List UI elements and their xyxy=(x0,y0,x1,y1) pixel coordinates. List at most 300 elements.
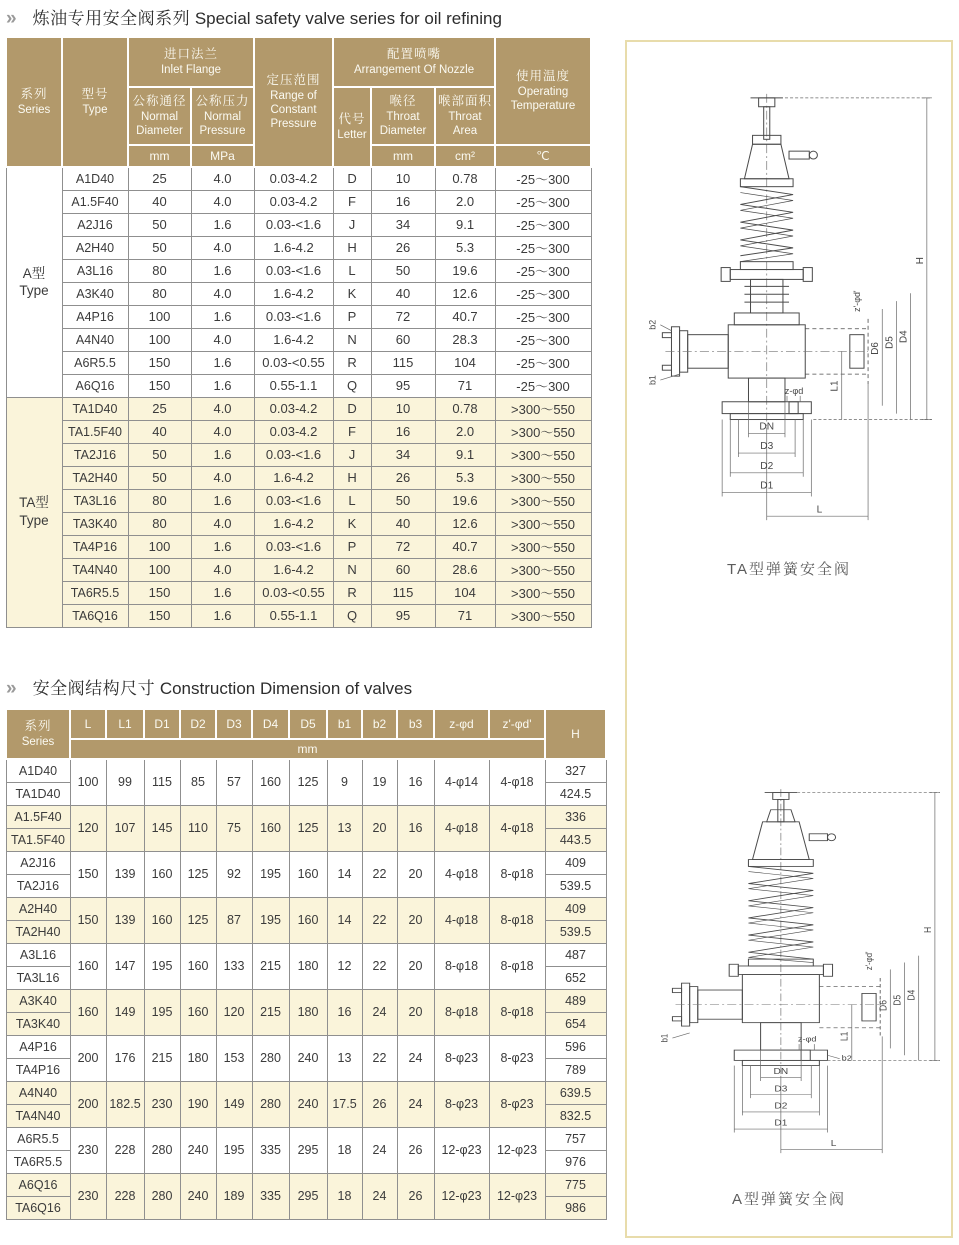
header-temp-en2: Temperature xyxy=(510,99,576,112)
drawing-panel xyxy=(625,40,953,1238)
dim-cell: 110 xyxy=(180,805,216,851)
spec-cell: 40 xyxy=(128,420,191,443)
dim-cell: 26 xyxy=(397,1127,434,1173)
header-nd-en2: Diameter xyxy=(136,124,183,137)
unit-mm-throat: mm xyxy=(371,145,435,167)
unit-mpa: MPa xyxy=(191,145,254,167)
dim-cell: 16 xyxy=(397,805,434,851)
spec-cell: F xyxy=(333,190,371,213)
dim-cell: 139 xyxy=(106,851,144,897)
spec-cell: 9.1 xyxy=(435,213,495,236)
spec-cell: 0.03-<1.6 xyxy=(254,213,333,236)
dim-cell: 22 xyxy=(362,1035,397,1081)
model-cell: A6Q16 xyxy=(62,374,128,397)
dim-cell: 195 xyxy=(216,1127,252,1173)
dim-label-b1: b1 xyxy=(658,1033,670,1043)
dim-cell: 87 xyxy=(216,897,252,943)
valve-outline-group xyxy=(662,94,868,427)
spec-cell: Q xyxy=(333,374,371,397)
spec-cell: 10 xyxy=(371,397,435,420)
dim-cell: 280 xyxy=(252,1035,289,1081)
spec-cell: J xyxy=(333,213,371,236)
spec-cell: 1.6 xyxy=(191,213,254,236)
spec-cell: K xyxy=(333,282,371,305)
h-cell: 487 xyxy=(545,943,606,966)
spec-cell: 4.0 xyxy=(191,190,254,213)
dim-cell: 195 xyxy=(252,851,289,897)
dim-cell: 85 xyxy=(180,759,216,805)
spec-cell: -25～300 xyxy=(495,305,591,328)
model-cell: TA2H40 xyxy=(62,466,128,489)
dim-cell: 125 xyxy=(289,805,327,851)
spec-cell: >300～550 xyxy=(495,604,591,627)
spec-cell: F xyxy=(333,420,371,443)
spec-cell: 115 xyxy=(371,581,435,604)
dim-cell: 200 xyxy=(70,1035,106,1081)
spec-cell: 2.0 xyxy=(435,420,495,443)
dim-cell: 8-φ18 xyxy=(489,851,545,897)
series-group-label xyxy=(6,397,62,627)
dim-cell: 240 xyxy=(289,1081,327,1127)
dim-label-h: H xyxy=(914,257,926,265)
spec-cell: 4.0 xyxy=(191,282,254,305)
spec-cell: 1.6 xyxy=(191,443,254,466)
dim-cell: 8-φ18 xyxy=(489,943,545,989)
dim-cell: 8-φ23 xyxy=(434,1035,489,1081)
dim-cell: 99 xyxy=(106,759,144,805)
dim-cell: 16 xyxy=(397,759,434,805)
dim-label-z-phi-d: z-φd xyxy=(784,385,804,396)
spec-cell: 50 xyxy=(128,466,191,489)
dim-cell: 176 xyxy=(106,1035,144,1081)
header-series2-en: Series xyxy=(21,735,55,748)
spec-cell: D xyxy=(333,167,371,190)
spec-cell: 0.03-<1.6 xyxy=(254,489,333,512)
dim-cell: 24 xyxy=(362,1127,397,1173)
dim-label-d4: D4 xyxy=(904,989,917,1001)
dim-label-d1: D1 xyxy=(774,1117,788,1128)
dim-cell: 160 xyxy=(70,989,106,1035)
h-cell: 639.5 xyxy=(545,1081,606,1104)
header-series2-zh: 系列 xyxy=(24,719,52,734)
col-header-z-phi-d-prime: z'-φd' xyxy=(489,709,545,739)
dim-cell: 160 xyxy=(144,897,180,943)
dim-label-d2: D2 xyxy=(774,1100,788,1111)
dim-cell: 107 xyxy=(106,805,144,851)
col-header-throat-area xyxy=(435,87,495,145)
h-cell: 424.5 xyxy=(545,782,606,805)
spec-cell: >300～550 xyxy=(495,420,591,443)
header-letter-en: Letter xyxy=(337,128,367,141)
dim-cell: 149 xyxy=(216,1081,252,1127)
col-header-D2: D2 xyxy=(180,709,216,739)
col-header-series2 xyxy=(6,709,70,759)
h-cell: 539.5 xyxy=(545,920,606,943)
dim-cell: 215 xyxy=(252,943,289,989)
dim-cell: 195 xyxy=(252,897,289,943)
col-header-normal-pressure xyxy=(191,87,254,145)
dim-cell: 139 xyxy=(106,897,144,943)
dim-cell: 280 xyxy=(144,1127,180,1173)
h-cell: 789 xyxy=(545,1058,606,1081)
spec-cell: 4.0 xyxy=(191,397,254,420)
dim-cell: 57 xyxy=(216,759,252,805)
dim-cell: 8-φ23 xyxy=(489,1081,545,1127)
model-cell: A4P16 xyxy=(62,305,128,328)
spec-cell: -25～300 xyxy=(495,236,591,259)
model-cell: A2J16 xyxy=(6,851,70,874)
spec-cell: 4.0 xyxy=(191,236,254,259)
spec-cell: 1.6 xyxy=(191,374,254,397)
dim-cell: 4-φ18 xyxy=(434,851,489,897)
dim-cell: 20 xyxy=(362,805,397,851)
col-header-letter xyxy=(333,87,371,167)
dim-cell: 12-φ23 xyxy=(489,1127,545,1173)
spec-cell: 5.3 xyxy=(435,236,495,259)
model-cell: A2J16 xyxy=(62,213,128,236)
spec-cell: 16 xyxy=(371,190,435,213)
h-cell: 409 xyxy=(545,897,606,920)
spec-cell: -25～300 xyxy=(495,374,591,397)
col-header-H: H xyxy=(545,709,606,759)
spec-cell: 4.0 xyxy=(191,558,254,581)
dim-cell: 335 xyxy=(252,1173,289,1219)
dim-label-d3: D3 xyxy=(760,441,774,453)
dimension-lines-group xyxy=(660,98,932,520)
model-cell: TA1D40 xyxy=(6,782,70,805)
spec-cell: 0.03-4.2 xyxy=(254,190,333,213)
dim-label-d2: D2 xyxy=(760,460,774,472)
model-cell: A1.5F40 xyxy=(6,805,70,828)
dim-cell: 24 xyxy=(362,989,397,1035)
spec-cell: 1.6 xyxy=(191,259,254,282)
header-inlet-zh: 进口法兰 xyxy=(164,47,219,62)
dimension-labels-group xyxy=(659,927,933,1148)
header-ta-en1: Throat xyxy=(448,110,482,123)
model-cell: TA6Q16 xyxy=(6,1196,70,1219)
model-cell: TA3L16 xyxy=(62,489,128,512)
col-header-b3: b3 xyxy=(397,709,434,739)
dim-label-l1: L1 xyxy=(829,380,841,392)
spec-cell: 71 xyxy=(435,604,495,627)
refining-table-body xyxy=(6,167,591,627)
header-ta-en2: Area xyxy=(452,124,478,137)
spec-cell: >300～550 xyxy=(495,466,591,489)
spec-cell: 0.03-<1.6 xyxy=(254,535,333,558)
header-temp-en1: Operating xyxy=(517,85,569,98)
dim-cell: 8-φ23 xyxy=(489,1035,545,1081)
dim-cell: 120 xyxy=(70,805,106,851)
spec-cell: 150 xyxy=(128,604,191,627)
dim-label-b1: b1 xyxy=(647,375,658,385)
section-title-en: Special safety valve series for oil refining xyxy=(194,9,502,28)
col-header-throat-diameter xyxy=(371,87,435,145)
spec-cell: >300～550 xyxy=(495,581,591,604)
unit-mm-row: mm xyxy=(70,739,545,759)
model-cell: TA2J16 xyxy=(6,874,70,897)
col-header-D5: D5 xyxy=(289,709,327,739)
dim-cell: 230 xyxy=(70,1173,106,1219)
spec-cell: 2.0 xyxy=(435,190,495,213)
spec-cell: 80 xyxy=(128,489,191,512)
dim-cell: 160 xyxy=(289,897,327,943)
spec-cell: 40 xyxy=(128,190,191,213)
col-header-temperature xyxy=(495,37,591,145)
dim-cell: 195 xyxy=(144,943,180,989)
dim-cell: 280 xyxy=(252,1081,289,1127)
col-header-D3: D3 xyxy=(216,709,252,739)
spec-cell: >300～550 xyxy=(495,443,591,466)
dim-cell: 189 xyxy=(216,1173,252,1219)
dim-cell: 92 xyxy=(216,851,252,897)
spec-cell: 80 xyxy=(128,259,191,282)
dim-label-dn: DN xyxy=(759,421,775,433)
drawing-caption-a: A型弹簧安全阀 xyxy=(731,1191,846,1208)
dim-cell: 228 xyxy=(106,1127,144,1173)
dim-cell: 8-φ23 xyxy=(434,1081,489,1127)
model-cell: A3L16 xyxy=(62,259,128,282)
spec-cell: 80 xyxy=(128,282,191,305)
spec-cell: >300～550 xyxy=(495,512,591,535)
spec-cell: 50 xyxy=(128,213,191,236)
model-cell: TA4P16 xyxy=(6,1058,70,1081)
series-group-label xyxy=(6,167,62,397)
model-cell: TA6R5.5 xyxy=(62,581,128,604)
dim-cell: 133 xyxy=(216,943,252,989)
header-range-zh: 定压范围 xyxy=(266,73,321,88)
col-header-z-phi-d: z-φd xyxy=(434,709,489,739)
dim-cell: 240 xyxy=(289,1035,327,1081)
spec-cell: 1.6 xyxy=(191,489,254,512)
model-cell: A6Q16 xyxy=(6,1173,70,1196)
dim-cell: 22 xyxy=(362,897,397,943)
dim-cell: 24 xyxy=(362,1173,397,1219)
refining-spec-table xyxy=(5,36,592,628)
spec-cell: 0.55-1.1 xyxy=(254,604,333,627)
dim-cell: 150 xyxy=(70,851,106,897)
header-nd-en1: Normal xyxy=(140,110,179,123)
spec-cell: >300～550 xyxy=(495,397,591,420)
model-cell: TA1.5F40 xyxy=(62,420,128,443)
h-cell: 986 xyxy=(545,1196,606,1219)
spec-cell: 4.0 xyxy=(191,328,254,351)
dim-label-l: L xyxy=(816,504,823,516)
spec-cell: 1.6-4.2 xyxy=(254,236,333,259)
dim-label-d6: D6 xyxy=(870,342,882,355)
dim-cell: 190 xyxy=(180,1081,216,1127)
header-range-en2: Constant xyxy=(270,103,317,116)
dim-label-b2: b2 xyxy=(647,319,658,330)
series-zh: TA型 xyxy=(19,495,49,511)
dim-cell: 9 xyxy=(327,759,362,805)
spec-cell: 40 xyxy=(371,282,435,305)
model-cell: A4N40 xyxy=(62,328,128,351)
dim-cell: 230 xyxy=(70,1127,106,1173)
spec-cell: -25～300 xyxy=(495,282,591,305)
model-cell: A1D40 xyxy=(6,759,70,782)
spec-cell: 0.03-<0.55 xyxy=(254,581,333,604)
dim-cell: 125 xyxy=(180,851,216,897)
spec-cell: 1.6 xyxy=(191,581,254,604)
dim-label-l1: L1 xyxy=(838,1031,850,1042)
spec-cell: L xyxy=(333,259,371,282)
col-header-series xyxy=(6,37,62,167)
dim-cell: 230 xyxy=(144,1081,180,1127)
spec-cell: L xyxy=(333,489,371,512)
spec-cell: P xyxy=(333,535,371,558)
series-en: Type xyxy=(19,513,49,528)
model-cell: TA6R5.5 xyxy=(6,1150,70,1173)
dim-cell: 120 xyxy=(216,989,252,1035)
spec-cell: 40.7 xyxy=(435,305,495,328)
spec-cell: 0.03-4.2 xyxy=(254,420,333,443)
header-type-en: Type xyxy=(82,103,108,116)
dim-label-dn: DN xyxy=(773,1065,789,1076)
header-td-en1: Throat xyxy=(386,110,420,123)
spec-cell: 25 xyxy=(128,167,191,190)
dim-cell: 295 xyxy=(289,1173,327,1219)
spec-cell: 0.03-<0.55 xyxy=(254,351,333,374)
dim-label-d3: D3 xyxy=(774,1083,788,1094)
spec-cell: 50 xyxy=(128,443,191,466)
dim-cell: 160 xyxy=(252,759,289,805)
spec-cell: J xyxy=(333,443,371,466)
model-cell: TA3K40 xyxy=(62,512,128,535)
h-cell: 775 xyxy=(545,1173,606,1196)
spec-cell: 60 xyxy=(371,328,435,351)
header-nozzle-en: Arrangement Of Nozzle xyxy=(353,63,475,76)
dim-cell: 8-φ18 xyxy=(489,989,545,1035)
spec-cell: H xyxy=(333,466,371,489)
model-cell: A4P16 xyxy=(6,1035,70,1058)
h-cell: 409 xyxy=(545,851,606,874)
spec-cell: R xyxy=(333,581,371,604)
dim-cell: 228 xyxy=(106,1173,144,1219)
h-cell: 832.5 xyxy=(545,1104,606,1127)
header-np-zh: 公称压力 xyxy=(195,94,250,109)
dim-cell: 180 xyxy=(289,943,327,989)
dim-cell: 4-φ14 xyxy=(434,759,489,805)
spec-cell: 0.03-4.2 xyxy=(254,167,333,190)
dimension-table xyxy=(5,708,607,1220)
model-cell: TA4N40 xyxy=(62,558,128,581)
col-header-D4: D4 xyxy=(252,709,289,739)
dim-cell: 12-φ23 xyxy=(489,1173,545,1219)
model-cell: TA2H40 xyxy=(6,920,70,943)
spec-cell: -25～300 xyxy=(495,259,591,282)
spec-cell: 50 xyxy=(128,236,191,259)
dim-cell: 8-φ18 xyxy=(434,943,489,989)
model-cell: TA4P16 xyxy=(62,535,128,558)
spec-cell: 1.6 xyxy=(191,535,254,558)
spec-cell: 80 xyxy=(128,512,191,535)
spec-cell: 4.0 xyxy=(191,167,254,190)
spec-cell: 12.6 xyxy=(435,512,495,535)
section-title-en: Construction Dimension of valves xyxy=(159,679,413,698)
spec-cell: 26 xyxy=(371,466,435,489)
spec-cell: -25～300 xyxy=(495,167,591,190)
spec-cell: 1.6-4.2 xyxy=(254,512,333,535)
header-temp-zh: 使用温度 xyxy=(516,69,571,84)
a-valve-drawing xyxy=(639,784,943,1166)
spec-cell: 100 xyxy=(128,305,191,328)
spec-cell: 9.1 xyxy=(435,443,495,466)
drawing-caption-ta: TA型弹簧安全阀 xyxy=(726,561,852,578)
dim-cell: 145 xyxy=(144,805,180,851)
dim-cell: 22 xyxy=(362,851,397,897)
spec-cell: 34 xyxy=(371,443,435,466)
dim-label-z-phi-d-prime: z'-φd' xyxy=(863,951,875,971)
header-nozzle-zh: 配置喷嘴 xyxy=(387,47,442,62)
series-zh: A型 xyxy=(22,265,46,281)
dim-cell: 14 xyxy=(327,851,362,897)
dim-cell: 240 xyxy=(180,1173,216,1219)
ta-valve-drawing xyxy=(635,88,939,532)
dim-cell: 17.5 xyxy=(327,1081,362,1127)
dim-cell: 195 xyxy=(144,989,180,1035)
spec-cell: 5.3 xyxy=(435,466,495,489)
spec-cell: N xyxy=(333,558,371,581)
spec-cell: 26 xyxy=(371,236,435,259)
h-cell: 654 xyxy=(545,1012,606,1035)
spec-cell: 1.6-4.2 xyxy=(254,328,333,351)
dim-label-d4: D4 xyxy=(898,330,910,343)
header-td-zh: 喉径 xyxy=(389,94,417,109)
section-title-series xyxy=(6,4,502,30)
dim-cell: 4-φ18 xyxy=(489,805,545,851)
spec-cell: 0.78 xyxy=(435,167,495,190)
spec-cell: Q xyxy=(333,604,371,627)
dim-cell: 26 xyxy=(397,1173,434,1219)
spec-cell: 100 xyxy=(128,535,191,558)
col-header-pressure-range xyxy=(254,37,333,167)
header-range-en1: Range of xyxy=(270,89,317,102)
section-title-zh: 安全阀结构尺寸 xyxy=(32,679,156,698)
dim-cell: 160 xyxy=(289,851,327,897)
spec-cell: 0.78 xyxy=(435,397,495,420)
col-header-inlet-flange xyxy=(128,37,254,87)
header-np-en1: Normal xyxy=(203,110,242,123)
dim-cell: 280 xyxy=(144,1173,180,1219)
dim-cell: 20 xyxy=(397,851,434,897)
model-cell: A6R5.5 xyxy=(6,1127,70,1150)
dim-label-z-phi-d-prime: z'-φd' xyxy=(851,290,862,312)
header-np-en2: Pressure xyxy=(199,124,246,137)
spec-cell: 150 xyxy=(128,374,191,397)
model-cell: A2H40 xyxy=(62,236,128,259)
dim-cell: 149 xyxy=(106,989,144,1035)
dim-cell: 182.5 xyxy=(106,1081,144,1127)
spec-cell: H xyxy=(333,236,371,259)
col-header-nozzle xyxy=(333,37,495,87)
dim-cell: 153 xyxy=(216,1035,252,1081)
model-cell: TA3L16 xyxy=(6,966,70,989)
spec-cell: 72 xyxy=(371,305,435,328)
dim-cell: 8-φ18 xyxy=(434,989,489,1035)
dim-label-l: L xyxy=(830,1138,837,1149)
dim-cell: 125 xyxy=(180,897,216,943)
spec-cell: 95 xyxy=(371,374,435,397)
dim-cell: 20 xyxy=(397,897,434,943)
header-series-en: Series xyxy=(17,103,51,116)
spec-cell: R xyxy=(333,351,371,374)
col-header-b2: b2 xyxy=(362,709,397,739)
dim-cell: 18 xyxy=(327,1173,362,1219)
spec-cell: 115 xyxy=(371,351,435,374)
spec-cell: 95 xyxy=(371,604,435,627)
dim-cell: 160 xyxy=(180,989,216,1035)
dim-cell: 20 xyxy=(397,989,434,1035)
